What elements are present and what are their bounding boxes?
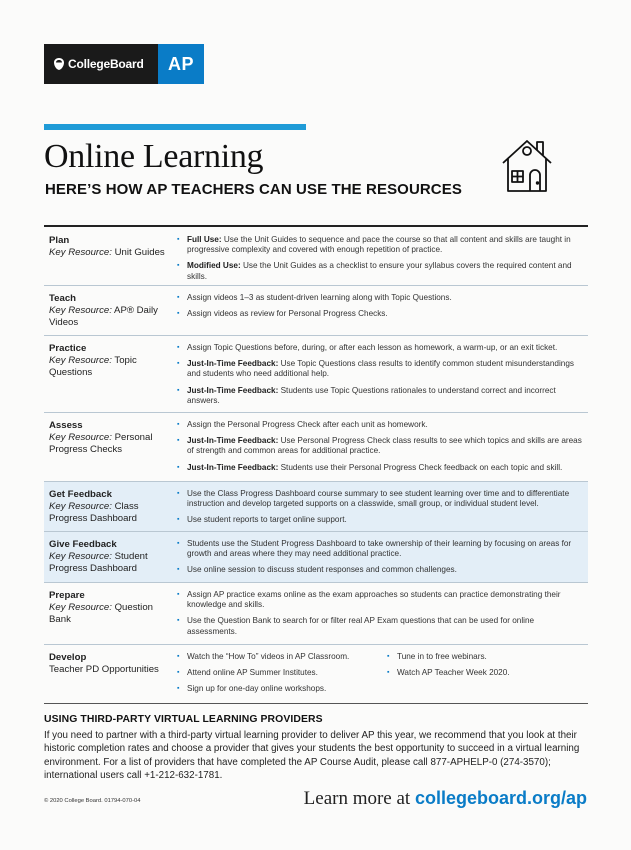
list-item: ▪ Students use the Student Progress Dashboard to take ownership of their learning by focusing on areas for growth and areas where they may need additional practice. [177,539,583,559]
list-item: ▪ Sign up for one-day online workshops. [177,684,387,694]
row-heading: Assess [49,420,83,431]
row-heading: Develop [49,652,87,663]
row-label [49,652,169,676]
key-resource-label: Key Resource: [49,602,112,613]
table-row-give-feedback [44,532,588,583]
accent-rule [44,124,306,130]
key-resource-label: Key Resource: [49,247,112,258]
list-item: ▪ Tune in to free webinars. [387,652,577,662]
acorn-icon [53,57,65,71]
key-resource-value: AP® Daily Videos [49,305,158,328]
third-party-heading: USING THIRD-PARTY VIRTUAL LEARNING PROVIDERS [44,714,323,725]
row-label [49,539,169,575]
row-label [49,590,169,626]
learn-more-text: Learn more at [303,788,415,809]
learn-more [304,788,587,810]
list-item: ▪ Full Use: Use the Unit Guides to sequence and pace the course so that all content and skills are taught in progressive complexity and covered with enough repetition of practice. [177,235,583,255]
row-label [49,235,169,259]
key-resource-label: Key Resource: [49,305,112,316]
row-bullets [177,652,583,701]
row-bullets [177,235,583,288]
table-row-develop [44,645,588,702]
table-row-teach [44,286,588,336]
table-top-rule [44,225,588,227]
row-label [49,420,169,456]
third-party-body: If you need to partner with a third-party virtual learning provider to deliver AP this year, we recommend that you look at their historic completion rates and choose a provider that gives your students the best opportunity to succeed in a virtual learning environment. For a list of providers that have completed the AP Course Audit, please call 877-APHELP-0 (274-3570); international users call +1-212-632-1781. [44,730,580,782]
list-item: ▪ Assign videos as review for Personal Progress Checks. [177,309,583,319]
row-label [49,343,169,379]
row-bullets [177,420,583,479]
list-item: ▪ Use student reports to target online support. [177,515,583,525]
key-resource-label: Key Resource: [49,501,112,512]
list-item: ▪ Just-In-Time Feedback: Use Topic Questions class results to identify common student misunderstandings and students who need additional help. [177,359,583,379]
collegeboard-link[interactable]: collegeboard.org/ap [414,788,587,808]
key-resource-label: Key Resource: [49,432,112,443]
page-title: Online Learning [44,138,264,175]
list-item: ▪ Just-In-Time Feedback: Students use Topic Questions rationales to understand correct and incorrect answers. [177,386,583,406]
key-resource-label: Key Resource: [49,551,112,562]
list-item: ▪ Assign videos 1–3 as student-driven learning along with Topic Questions. [177,293,583,303]
list-item: ▪ Attend online AP Summer Institutes. [177,668,387,678]
row-bullets [177,293,583,325]
key-resource-value: Student Progress Dashboard [49,551,148,574]
row-heading: Teach [49,293,77,304]
list-item: ▪ Modified Use: Use the Unit Guides as a checklist to ensure your syllabus covers the required content and skills. [177,261,583,281]
key-resource-value: Teacher PD Opportunities [49,664,159,675]
list-item: ▪ Use the Question Bank to search for or filter real AP Exam questions that can be used for online assessments. [177,616,583,636]
key-resource-value: Question Bank [49,602,153,625]
row-heading: Give Feedback [49,539,117,550]
list-item: ▪ Use the Class Progress Dashboard course summary to see student learning over time and to differentiate instruction and develop targeted supports on a classwide, small group, or individual student level. [177,489,583,509]
row-bullets [177,343,583,412]
list-item: ▪ Just-In-Time Feedback: Use Personal Progress Check class results to see which topics and skills are areas of strength and common areas for additional practice. [177,436,583,456]
row-bullets [177,539,583,582]
house-icon [500,137,554,195]
list-item: ▪ Watch the “How To” videos in AP Classroom. [177,652,387,662]
key-resource-value: Topic Questions [49,355,137,378]
key-resource-value: Class Progress Dashboard [49,501,139,524]
ap-mark: AP [158,44,204,84]
key-resource-label: Key Resource: [49,355,112,366]
table-row-prepare [44,583,588,645]
table-bottom-rule [44,703,588,704]
list-item: ▪ Watch AP Teacher Week 2020. [387,668,577,678]
brand-name: CollegeBoard [68,57,144,71]
collegeboard-wordmark [53,57,144,71]
list-item: ▪ Just-In-Time Feedback: Students use their Personal Progress Check feedback on each topic and skill. [177,463,583,473]
row-bullets [177,590,583,643]
table-row-plan [44,228,588,286]
list-item: ▪ Use online session to discuss student responses and common challenges. [177,565,583,575]
row-heading: Practice [49,343,87,354]
list-item: ▪ Assign the Personal Progress Check after each unit as homework. [177,420,583,430]
page-subtitle: HERE’S HOW AP TEACHERS CAN USE THE RESOURCES [45,181,462,198]
table-row-assess [44,413,588,482]
row-heading: Prepare [49,590,85,601]
key-resource-value: Unit Guides [111,247,165,258]
collegeboard-ap-logo [44,44,204,84]
key-resource-value: Personal Progress Checks [49,432,153,455]
table-row-get-feedback [44,482,588,532]
list-item: ▪ Assign Topic Questions before, during, or after each lesson as homework, a warm-up, or an exit ticket. [177,343,583,353]
copyright: © 2020 College Board. 01794-070-04 [44,798,141,804]
row-heading: Get Feedback [49,489,112,500]
row-heading: Plan [49,235,70,246]
resource-table [44,228,588,702]
row-label [49,293,169,329]
table-row-practice [44,336,588,413]
row-label [49,489,169,525]
list-item: ▪ Assign AP practice exams online as the exam approaches so students can practice demonstrating their knowledge and skills. [177,590,583,610]
row-bullets [177,489,583,532]
